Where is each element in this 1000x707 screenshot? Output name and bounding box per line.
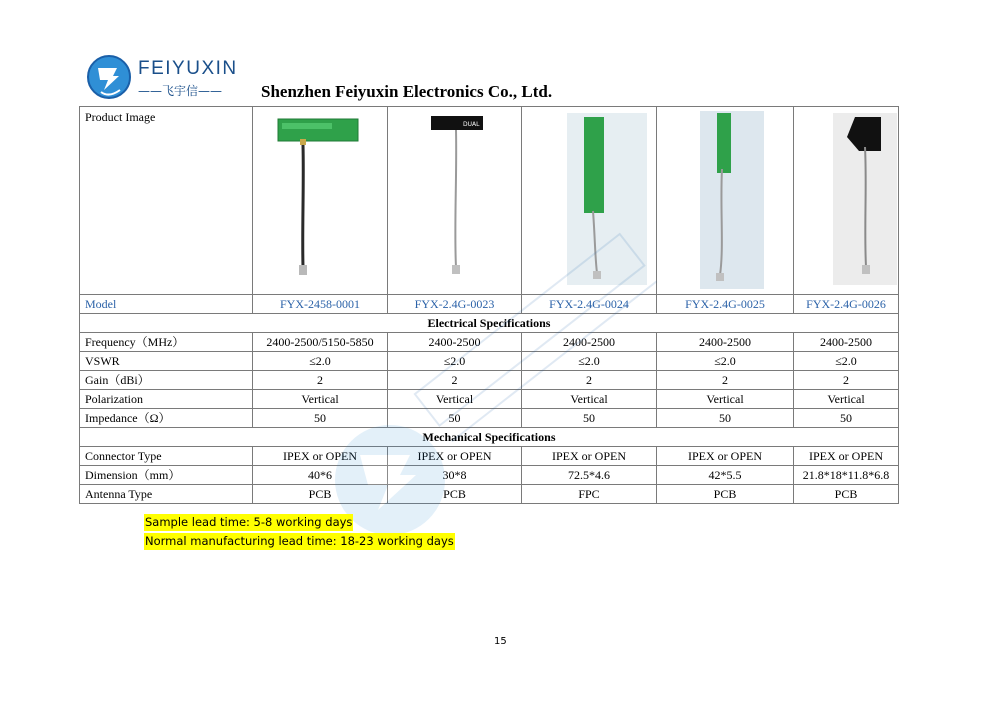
product-image-cell xyxy=(388,107,522,295)
logo-subtitle: ——飞宇信—— xyxy=(138,84,223,98)
mechanical-header-row xyxy=(80,428,899,447)
product-image-fyx-2-4g-0025 xyxy=(662,107,788,291)
spec-cell: IPEX or OPEN xyxy=(794,447,899,466)
spec-cell: 2400-2500 xyxy=(794,333,899,352)
spec-cell: Vertical xyxy=(522,390,657,409)
spec-label: Connector Type xyxy=(80,447,253,466)
spec-cell: 40*6 xyxy=(253,466,388,485)
product-image-cell xyxy=(657,107,794,295)
product-image-label: Product Image xyxy=(80,107,253,295)
spec-cell: IPEX or OPEN xyxy=(253,447,388,466)
model-cell: FYX-2458-0001 xyxy=(253,295,388,314)
spec-cell: Vertical xyxy=(657,390,794,409)
spec-cell: 2 xyxy=(253,371,388,390)
logo-name: FEIYUXIN xyxy=(138,58,238,79)
electrical-specifications-title: Electrical Specifications xyxy=(80,314,899,333)
image-label-text: DUAL xyxy=(463,121,480,128)
spec-cell: 50 xyxy=(388,409,522,428)
spec-label: Polarization xyxy=(80,390,253,409)
spec-label: VSWR xyxy=(80,352,253,371)
spec-cell: 2400-2500/5150-5850 xyxy=(253,333,388,352)
spec-row-impedance xyxy=(80,409,899,428)
spec-cell: IPEX or OPEN xyxy=(657,447,794,466)
product-image-row xyxy=(80,107,899,295)
spec-cell: PCB xyxy=(388,485,522,504)
spec-row-polarization xyxy=(80,390,899,409)
spec-cell: IPEX or OPEN xyxy=(522,447,657,466)
spec-cell: PCB xyxy=(794,485,899,504)
product-image-fyx-2-4g-0023 xyxy=(393,107,516,291)
spec-row-frequency xyxy=(80,333,899,352)
spec-cell: ≤2.0 xyxy=(522,352,657,371)
spec-cell: 2400-2500 xyxy=(388,333,522,352)
spec-cell: 2 xyxy=(388,371,522,390)
mechanical-specifications-title: Mechanical Specifications xyxy=(80,428,899,447)
spec-label: Gain（dBi） xyxy=(80,371,253,390)
spec-cell: ≤2.0 xyxy=(794,352,899,371)
spec-cell: 2400-2500 xyxy=(657,333,794,352)
model-cell: FYX-2.4G-0025 xyxy=(657,295,794,314)
manufacturing-lead-time-note: Normal manufacturing lead time: 18-23 working days xyxy=(145,534,454,548)
sample-lead-time-note: Sample lead time: 5-8 working days xyxy=(145,515,353,529)
spec-cell: ≤2.0 xyxy=(253,352,388,371)
model-cell: FYX-2.4G-0024 xyxy=(522,295,657,314)
spec-cell: FPC xyxy=(522,485,657,504)
page-number: 15 xyxy=(494,636,507,647)
spec-cell: 50 xyxy=(522,409,657,428)
spec-cell: 50 xyxy=(253,409,388,428)
feiyuxin-logo-icon xyxy=(86,54,132,100)
product-image-fyx-2-4g-0024 xyxy=(527,107,651,291)
model-cell: FYX-2.4G-0026 xyxy=(794,295,899,314)
spec-table xyxy=(79,106,899,504)
product-image-cell xyxy=(253,107,388,295)
model-row xyxy=(80,295,899,314)
model-cell: FYX-2.4G-0023 xyxy=(388,295,522,314)
spec-row-vswr xyxy=(80,352,899,371)
spec-cell: 50 xyxy=(657,409,794,428)
spec-label: Frequency（MHz） xyxy=(80,333,253,352)
spec-cell: 50 xyxy=(794,409,899,428)
spec-row-gain xyxy=(80,371,899,390)
spec-label: Impedance（Ω） xyxy=(80,409,253,428)
company-name: Shenzhen Feiyuxin Electronics Co., Ltd. xyxy=(261,82,553,101)
spec-cell: 30*8 xyxy=(388,466,522,485)
product-image-fyx-2-4g-0026 xyxy=(799,107,893,291)
product-image-cell xyxy=(522,107,657,295)
product-image-fyx-2458-0001 xyxy=(258,107,382,291)
spec-label: Antenna Type xyxy=(80,485,253,504)
spec-cell: 2 xyxy=(657,371,794,390)
spec-cell: Vertical xyxy=(794,390,899,409)
spec-cell: 2 xyxy=(794,371,899,390)
spec-cell: 42*5.5 xyxy=(657,466,794,485)
spec-cell: PCB xyxy=(657,485,794,504)
spec-cell: ≤2.0 xyxy=(388,352,522,371)
spec-cell: 72.5*4.6 xyxy=(522,466,657,485)
spec-cell: 2 xyxy=(522,371,657,390)
spec-row-connector-type xyxy=(80,447,899,466)
spec-cell: PCB xyxy=(253,485,388,504)
spec-cell: IPEX or OPEN xyxy=(388,447,522,466)
spec-cell: Vertical xyxy=(388,390,522,409)
electrical-header-row xyxy=(80,314,899,333)
spec-row-dimension xyxy=(80,466,899,485)
product-image-cell xyxy=(794,107,899,295)
spec-cell: Vertical xyxy=(253,390,388,409)
spec-cell: 21.8*18*11.8*6.8 xyxy=(794,466,899,485)
model-label: Model xyxy=(80,295,253,314)
spec-cell: ≤2.0 xyxy=(657,352,794,371)
spec-row-antenna-type xyxy=(80,485,899,504)
spec-label: Dimension（mm） xyxy=(80,466,253,485)
company-logo xyxy=(86,52,266,102)
spec-cell: 2400-2500 xyxy=(522,333,657,352)
